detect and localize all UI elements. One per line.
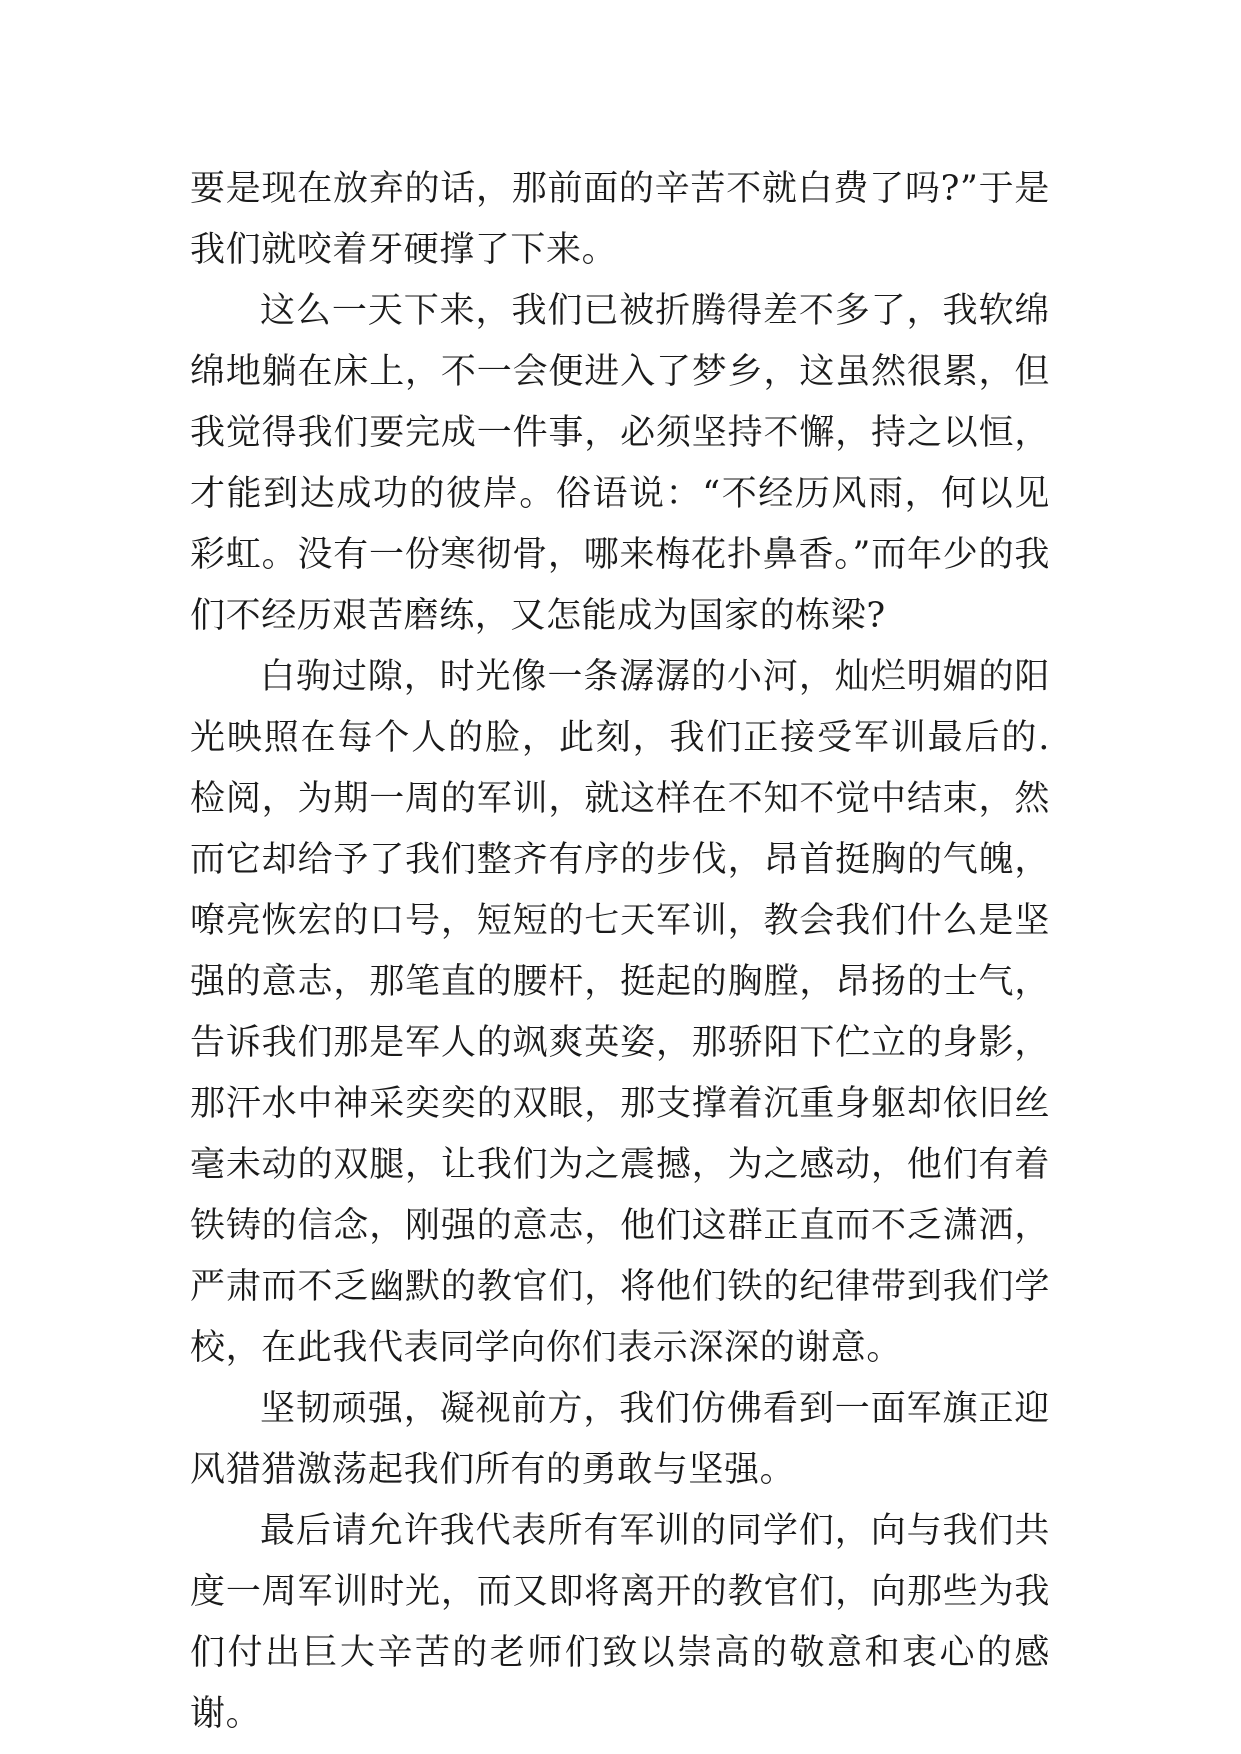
paragraph-flag: 坚韧顽强，凝视前方，我们仿佛看到一面军旗正迎风猎猎激荡起我们所有的勇敢与坚强。	[190, 1389, 1050, 1490]
paragraph-thanks: 最后请允许我代表所有军训的同学们，向与我们共度一周军训时光，而又即将离开的教官们，向那些为我们付出巨大辛苦的老师们致以崇高的敬意和衷心的感谢。	[190, 1511, 1050, 1734]
paragraph-continuation: 要是现在放弃的话，那前面的辛苦不就白费了吗?”于是我们就咬着牙硬撑了下来。	[190, 169, 1050, 270]
paragraph-review: 白驹过隙，时光像一条潺潺的小河，灿烂明媚的阳光映照在每个人的脸，此刻，我们正接受军训最后的.检阅，为期一周的军训，就这样在不知不觉中结束，然而它却给予了我们整齐有序的步伐，昂首挺胸的气魄，嘹亮恢宏的口号，短短的七天军训，教会我们什么是坚强的意志，那笔直的腰杆，挺起的胸膛，昂扬的士气，告诉我们那是军人的飒爽英姿，那骄阳下伫立的身影，那汗水中神采奕奕的双眼，那支撑着沉重身躯却依旧丝毫未动的双腿，让我们为之震撼，为之感动，他们有着铁铸的信念，刚强的意志，他们这群正直而不乏潇洒，严肃而不乏幽默的教官们，将他们铁的纪律带到我们学校，在此我代表同学向你们表示深深的谢意。	[190, 657, 1050, 1368]
body-text	[190, 159, 1050, 1745]
paragraph-exhaustion: 这么一天下来，我们已被折腾得差不多了，我软绵绵地躺在床上，不一会便进入了梦乡，这虽然很累，但我觉得我们要完成一件事，必须坚持不懈，持之以恒，才能到达成功的彼岸。俗语说：“不经历风雨，何以见彩虹。没有一份寒彻骨，哪来梅花扑鼻香。”而年少的我们不经历艰苦磨练，又怎能成为国家的栋梁?	[190, 291, 1050, 636]
